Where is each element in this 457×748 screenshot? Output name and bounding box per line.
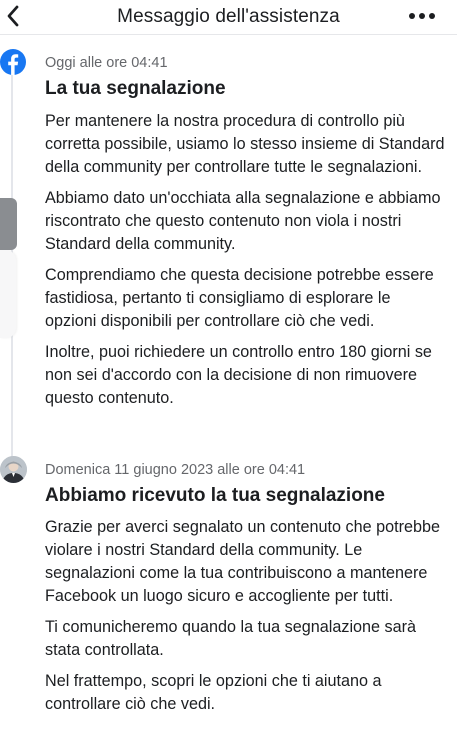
message-paragraph: Abbiamo dato un'occhiata alla segnalazione e abbiamo riscontrato che questo contenuto non viola i nostri Standard della community. bbox=[45, 189, 441, 253]
person-silhouette-icon bbox=[0, 456, 27, 483]
user-avatar[interactable] bbox=[0, 456, 27, 483]
message-title: Abbiamo ricevuto la tua segnalazione bbox=[45, 485, 385, 506]
message-paragraph: Ti comunicheremo quando la tua segnalazione sarà stata controllata. bbox=[45, 618, 417, 659]
message-paragraph: Nel frattempo, scopri le opzioni che ti aiutano a controllare ciò che vedi. bbox=[45, 672, 382, 713]
page-title: Messaggio dell'assistenza bbox=[117, 6, 340, 27]
more-options-button[interactable] bbox=[407, 7, 437, 25]
message-title: La tua segnalazione bbox=[45, 78, 226, 99]
support-message bbox=[45, 53, 445, 418]
message-paragraph: Per mantenere la nostra procedura di controllo più corretta possibile, usiamo lo stesso insieme di Standard della community per controllare tutte le segnalazioni. bbox=[45, 112, 445, 176]
side-panel-edge bbox=[0, 250, 16, 338]
back-button[interactable] bbox=[2, 4, 24, 28]
support-message bbox=[45, 460, 445, 724]
message-timestamp: Oggi alle ore 04:41 bbox=[45, 55, 168, 71]
message-paragraph: Grazie per averci segnalato un contenuto che potrebbe violare i nostri Standard della community. Le segnalazioni come la tua contribuiscono a mantenere Facebook un luogo sicuro e accogliente per tutti. bbox=[45, 518, 441, 605]
header-divider bbox=[0, 34, 457, 35]
facebook-logo-icon bbox=[0, 49, 26, 75]
more-horizontal-icon bbox=[408, 12, 436, 20]
message-timestamp: Domenica 11 giugno 2023 alle ore 04:41 bbox=[45, 462, 306, 478]
side-panel-handle[interactable] bbox=[0, 198, 17, 250]
message-paragraph: Comprendiamo che questa decisione potrebbe essere fastidiosa, pertanto ti consigliamo di esplorare le opzioni disponibili per controllare ciò che vedi. bbox=[45, 266, 434, 330]
header-bar bbox=[0, 0, 457, 34]
chevron-left-icon bbox=[6, 5, 20, 27]
message-paragraph: Inoltre, puoi richiedere un controllo entro 180 giorni se non sei d'accordo con la decisione di non rimuovere questo contenuto. bbox=[45, 343, 432, 407]
